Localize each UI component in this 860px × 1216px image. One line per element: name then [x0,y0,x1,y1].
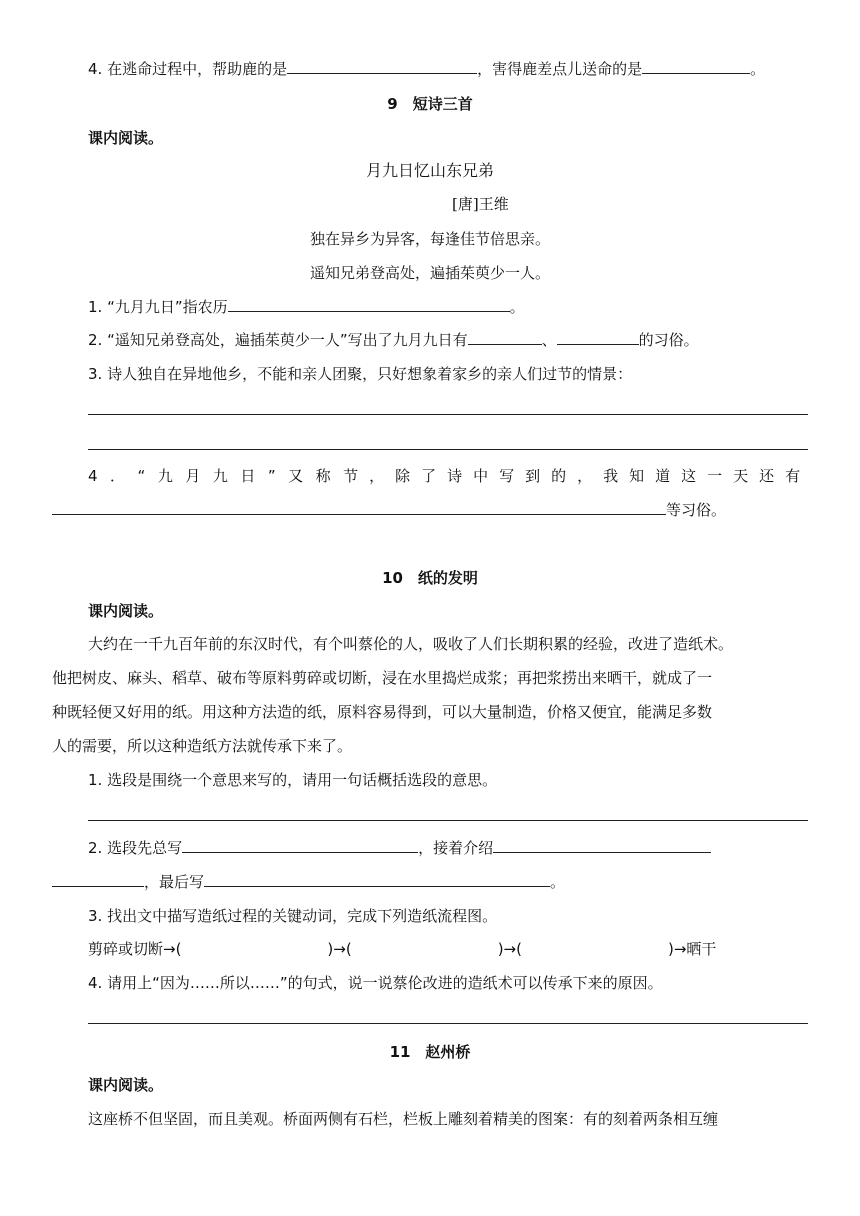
passage-line-4: 人的需要，所以这种造纸方法就传承下来了。 [52,737,353,755]
s10-question-1: 1. 选段是围绕一个意思来写的，请用一句话概括选段的意思。 [88,771,498,789]
s10-question-2-line-1 [88,838,711,858]
s10-q2-text-d: 。 [550,873,566,891]
flow-start: 剪碎或切断→( [88,940,182,958]
section-9-instruction: 课内阅读。 [88,129,164,147]
s9-q2-text-a: 2. “遥知兄弟登高处，遍插茱萸少一人”写出了九月九日有 [88,331,468,349]
s9-q2-text-b: 、 [541,331,557,349]
s9-q4-text-a: 4．“九月九日”又称 [88,467,344,485]
s9-question-4-line-1 [88,466,812,486]
flow-end: )→晒干 [667,940,717,958]
s9-q2-text-c: 的习俗。 [638,331,699,349]
answer-blank[interactable] [287,59,477,74]
section-10-instruction: 课内阅读。 [88,602,164,620]
answer-blank[interactable] [52,872,144,887]
prev-q4-text-c: 。 [750,60,766,78]
answer-blank[interactable] [204,872,550,887]
flow-arrow-2: )→( [497,940,522,958]
s9-question-1 [88,297,525,317]
s9-q1-text-b: 。 [509,298,525,316]
answer-line[interactable] [88,449,808,450]
s10-q2-text-a: 2. 选段先总写 [88,839,183,857]
passage-line-2: 他把树皮、麻头、稻草、破布等原料剪碎或切断，浸在水里捣烂成浆；再把浆捞出来晒干，就成了一 [52,669,713,687]
s10-question-2-line-2 [52,872,565,892]
s10-question-3: 3. 找出文中描写造纸过程的关键动词，完成下列造纸流程图。 [88,907,498,925]
prev-question-4 [88,59,765,79]
flow-chart [88,939,716,959]
answer-line[interactable] [88,1023,808,1024]
passage-line-3: 种既轻便又好用的纸。用这种方法造的纸，原料容易得到，可以大量制造，价格又便宜，能满足多数 [52,703,713,721]
section-9-title: 9 短诗三首 [387,95,473,113]
answer-blank[interactable] [52,500,666,515]
section-11-instruction: 课内阅读。 [88,1076,164,1094]
s9-question-2 [88,330,699,350]
passage-line-1: 这座桥不但坚固，而且美观。桥面两侧有石栏，栏板上雕刻着精美的图案：有的刻着两条相互缠 [88,1110,719,1128]
poem-line-2: 遥知兄弟登高处，遍插茱萸少一人。 [309,264,550,282]
answer-blank[interactable] [182,838,418,853]
s9-question-4-line-2 [52,500,726,520]
answer-blank[interactable] [557,330,639,345]
s9-q4-text-c: 等习俗。 [666,501,727,519]
answer-line[interactable] [88,820,808,821]
answer-blank[interactable] [642,59,750,74]
poem-author: [唐]王维 [452,195,509,213]
s9-q1-text-a: 1. “九月九日”指农历 [88,298,228,316]
s9-q4-text-b: 节，除了诗中写到的，我知道这一天还有 [343,467,812,485]
poem-line-1: 独在异乡为异客，每逢佳节倍思亲。 [309,230,550,248]
poem-title: 月九日忆山东兄弟 [365,161,494,180]
section-11-title: 11 赵州桥 [389,1043,471,1061]
answer-blank[interactable] [493,838,711,853]
s10-question-4: 4. 请用上“因为……所以……”的句式，说一说蔡伦改进的造纸术可以传承下来的原因。 [88,974,663,992]
answer-blank[interactable] [468,330,542,345]
answer-blank[interactable] [228,297,510,312]
prev-q4-text-a: 4. 在逃命过程中，帮助鹿的是 [88,60,288,78]
s10-q2-text-b: ，接着介绍 [418,839,494,857]
s10-q2-text-c: ，最后写 [144,873,205,891]
passage-line-1: 大约在一千九百年前的东汉时代，有个叫蔡伦的人，吸收了人们长期积累的经验，改进了造纸术。 [88,635,734,653]
prev-q4-text-b: ，害得鹿差点儿送命的是 [477,60,643,78]
section-10-title: 10 纸的发明 [382,569,478,587]
flow-arrow-1: )→( [327,940,352,958]
s9-question-3: 3. 诗人独自在异地他乡，不能和亲人团聚，只好想象着家乡的亲人们过节的情景： [88,365,633,383]
answer-line[interactable] [88,414,808,415]
